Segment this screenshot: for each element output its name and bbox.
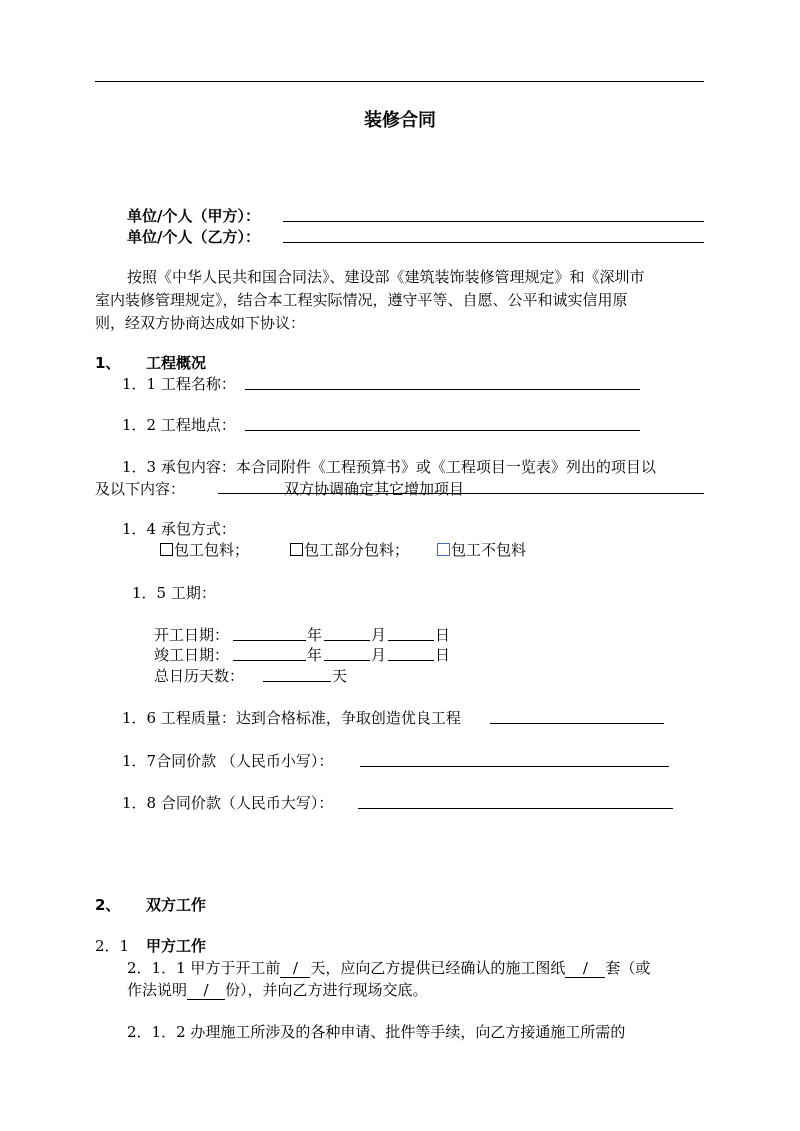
section-2-number: 2、 [95, 896, 121, 914]
start-month-field[interactable] [324, 640, 370, 641]
price-large-field[interactable] [358, 808, 673, 809]
total-days-field[interactable] [263, 681, 331, 682]
item-2-1-1-prefix: 2．1．1 甲方于开工前 [127, 959, 281, 977]
item-2-1-1-middle: 天，应向乙方提供已经确认的施工图纸 [310, 959, 566, 977]
section-2-heading: 双方工作 [146, 896, 207, 914]
finish-day-unit: 日 [435, 646, 451, 664]
option-labor-materials-label: 包工包料； [174, 541, 250, 559]
section-1-heading: 工程概况 [146, 354, 207, 372]
project-name-label: 1．1 工程名称： [122, 375, 236, 393]
finish-month-unit: 月 [371, 646, 387, 664]
subsection-2-1-number: 2．1 [95, 937, 130, 955]
option-labor-only[interactable] [437, 539, 526, 560]
scope-line-2: 及以下内容： [95, 480, 186, 498]
party-b-label: 单位/个人（乙方）： [127, 228, 260, 246]
total-days-unit: 天 [332, 667, 348, 685]
finish-day-field[interactable] [388, 660, 434, 661]
item-2-1-1-line-2 [127, 979, 428, 1000]
finish-date-label: 竣工日期： [154, 646, 230, 664]
scope-fill-text: 双方协调确定其它增加项目 [284, 480, 465, 498]
scope-line-1: 1．3 承包内容：本合同附件《工程预算书》或《工程项目一览表》列出的项目以 [122, 458, 656, 476]
start-month-unit: 月 [371, 626, 387, 644]
party-a-field[interactable] [283, 221, 704, 222]
item-2-1-1-days-blank[interactable]: / [280, 959, 310, 978]
project-name-field[interactable] [245, 389, 640, 390]
document-title: 装修合同 [364, 110, 436, 131]
finish-year-unit: 年 [307, 646, 323, 664]
quality-text: 1．6 工程质量：达到合格标准，争取创造优良工程 [122, 709, 461, 727]
quality-field[interactable] [490, 723, 664, 724]
option-partial-materials-label: 包工部分包料； [304, 541, 410, 559]
preamble-line-1: 按照《中华人民共和国合同法》、建设部《建筑装饰装修管理规定》和《深圳市 [127, 268, 645, 286]
item-2-1-1-line2-suffix: 份），并向乙方进行现场交底。 [225, 981, 428, 999]
header-rule [95, 81, 704, 82]
start-day-unit: 日 [435, 626, 451, 644]
price-small-field[interactable] [360, 766, 669, 767]
total-days-label: 总日历天数： [154, 667, 245, 685]
scope-field[interactable] [218, 493, 704, 494]
checkbox-icon[interactable] [160, 543, 173, 556]
finish-month-field[interactable] [324, 660, 370, 661]
checkbox-icon[interactable] [290, 543, 303, 556]
project-site-field[interactable] [245, 430, 640, 431]
method-label: 1．4 承包方式： [122, 520, 236, 538]
item-2-1-1-suffix: 套（或 [605, 959, 651, 977]
item-2-1-1-copies-blank[interactable]: / [187, 981, 225, 1000]
start-day-field[interactable] [388, 640, 434, 641]
item-2-1-1-sets-blank[interactable]: / [565, 959, 605, 978]
start-year-field[interactable] [233, 640, 306, 641]
finish-year-field[interactable] [233, 660, 306, 661]
period-label: 1．5 工期： [132, 584, 216, 602]
section-1-number: 1、 [95, 354, 121, 372]
start-date-label: 开工日期： [154, 626, 230, 644]
item-2-1-1-line2-prefix: 作法说明 [127, 981, 188, 999]
party-b-field[interactable] [283, 242, 704, 243]
scope-fill-wrap [218, 478, 704, 499]
option-labor-only-label: 包工不包料 [451, 541, 527, 559]
option-labor-materials[interactable] [160, 539, 249, 560]
project-site-label: 1．2 工程地点： [122, 416, 236, 434]
start-year-unit: 年 [307, 626, 323, 644]
option-partial-materials[interactable] [290, 539, 409, 560]
price-large-label: 1．8 合同价款（人民币大写）： [122, 794, 334, 812]
checkbox-icon[interactable] [437, 543, 450, 556]
price-small-label: 1．7合同价款 （人民币小写）： [122, 752, 334, 770]
preamble-line-2: 室内装修管理规定》，结合本工程实际情况，遵守平等、自愿、公平和诚实信用原 [95, 291, 628, 309]
party-a-label: 单位/个人（甲方）： [127, 207, 260, 225]
item-2-1-1-line-1 [127, 957, 650, 978]
item-2-1-2-line-1: 2．1．2 办理施工所涉及的各种申请、批件等手续，向乙方接通施工所需的 [127, 1023, 626, 1041]
subsection-2-1-heading: 甲方工作 [146, 937, 207, 955]
preamble-line-3: 则，经双方协商达成如下协议： [95, 314, 306, 332]
